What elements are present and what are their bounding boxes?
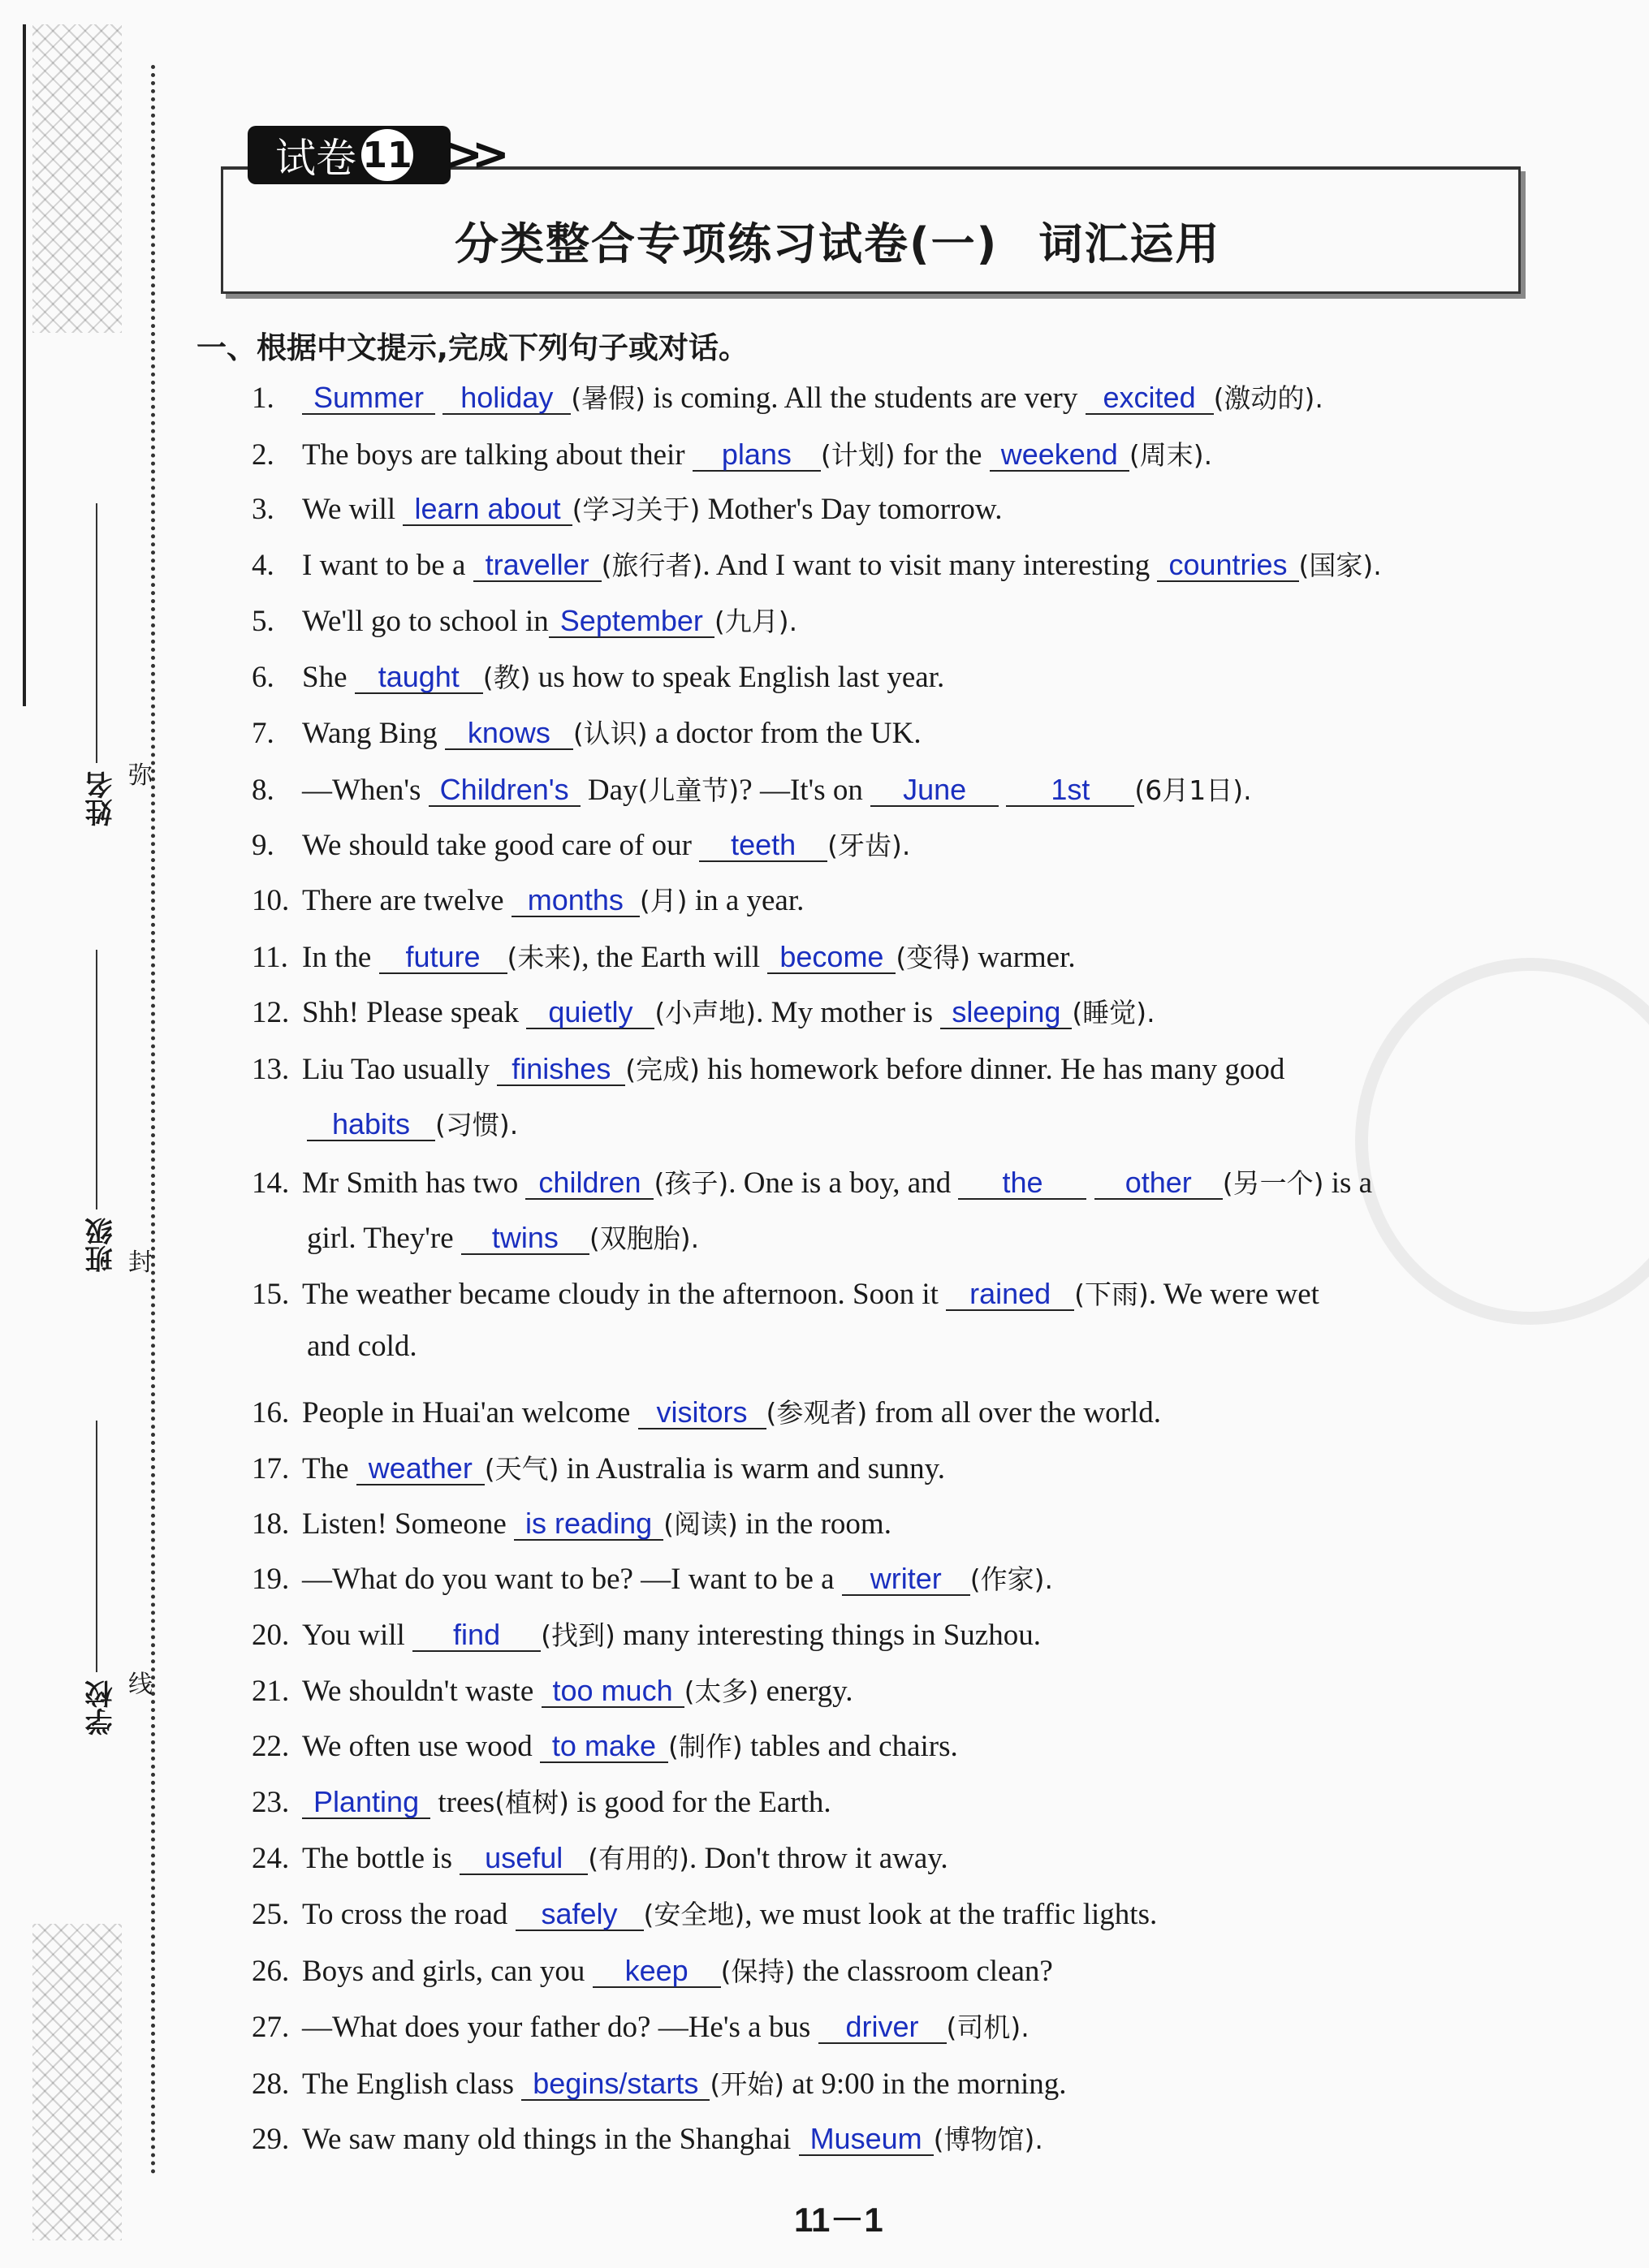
question-item [252,937,1076,975]
question-item [252,1671,853,1709]
sentence-text: energy. [758,1675,853,1708]
sentence-text: We often use wood [302,1730,540,1763]
question-number: 28. [252,2068,290,2101]
chinese-hint: (天气) [484,1453,559,1485]
sentence-text: Wang Bing [302,717,445,750]
answer-blank: the [958,1167,1086,1200]
sentence-text: is coming. All the students are very [645,382,1086,415]
school-label: 学校 [85,1680,118,1735]
question-number: 11. [252,941,288,974]
chinese-hint: (孩子) [654,1167,729,1199]
question-number: 3. [252,493,274,526]
sentence-text: She [302,661,355,694]
sentence-text: us how to speak English last year. [530,661,945,694]
chinese-hint: (变得) [896,942,971,973]
answer-blank: traveller [473,550,602,582]
question-item [252,2007,1030,2045]
chinese-hint: (参观者) [766,1397,868,1429]
chinese-hint: (未来) [507,942,582,973]
question-number: 26. [252,1955,290,1988]
question-number: 8. [252,774,274,807]
chinese-hint: (有用的) [588,1843,689,1874]
chinese-hint: (植树) [494,1787,569,1818]
left-rule [23,24,26,706]
question-number: 12. [252,996,290,1029]
sentence-text: Shh! Please speak [302,996,527,1029]
school-blank [96,1421,97,1672]
chinese-hint: (作家). [969,1563,1054,1595]
answer-blank: rained [946,1278,1074,1311]
sentence-text [435,382,442,415]
question-number: 13. [252,1053,290,1086]
answer-blank: 1st [1006,774,1134,807]
sentence-text: You will [302,1619,413,1652]
sentence-text: —What does your father do? —He's a bus [302,2011,818,2044]
answer-blank: other [1094,1167,1223,1200]
sentence-text: Mother's Day tomorrow. [700,493,1003,526]
sentence-text: , the Earth will [581,941,768,974]
sentence-text: in a year. [687,884,805,917]
sentence-text: I want to be a [302,549,473,582]
answer-blank: Planting [302,1787,430,1819]
sentence-text: many interesting things in Suzhou. [615,1619,1041,1652]
question-item [252,1274,1319,1312]
class-blank [96,950,97,1209]
answer-blank: begins/starts [521,2068,710,2101]
answer-blank: driver [818,2011,947,2044]
question-item [252,1162,1372,1201]
answer-blank: habits [307,1109,435,1141]
title-sub: 词汇运用 [1038,218,1221,269]
name-label: 姓名 [85,771,118,826]
sentence-text: trees [430,1786,495,1819]
answer-blank: keep [593,1955,721,1988]
sentence-text: There are twelve [302,884,512,917]
question-number: 4. [252,549,274,582]
sentence-text: girl. They're [307,1222,461,1255]
answer-blank: weekend [990,439,1129,472]
sentence-text: . One is a boy, and [728,1166,959,1200]
answer-blank: taught [355,662,483,694]
sentence-text: from all over the world. [867,1396,1161,1429]
sentence-text: tables and chairs. [742,1730,958,1763]
question-item [252,434,1212,472]
sentence-text: . And I want to visit many interesting [702,549,1158,582]
sentence-text: is good for the Earth. [568,1786,831,1819]
answer-blank: find [412,1619,541,1652]
answer-blank: too much [542,1675,684,1708]
binding-dotted-line [151,65,155,2175]
page-number: 11－1 [794,2201,883,2239]
sentence-text: The bottle is [302,1842,460,1875]
sentence-text: The [302,1452,356,1485]
chinese-hint: (找到) [541,1619,615,1651]
answer-blank: plans [693,439,821,472]
sentence-text: at 9:00 in the morning. [784,2068,1067,2101]
question-number: 24. [252,1842,290,1875]
chinese-hint: (制作) [667,1731,743,1762]
chinese-hint: (下雨) [1074,1278,1149,1310]
chinese-hint: (安全地) [643,1899,745,1930]
sentence-text: , we must look at the traffic lights. [745,1898,1158,1931]
chinese-hint: (司机). [946,2011,1030,2043]
answer-blank: finishes [497,1054,625,1086]
chinese-hint: (博物馆). [933,2124,1043,2155]
exam-tab [248,126,451,184]
question-item [252,770,1252,808]
answer-blank: safely [516,1899,644,1931]
title-main: 分类整合专项练习试卷(一) [455,218,999,269]
exam-number-badge: 11 [361,129,413,181]
chinese-hint: (周末). [1129,439,1213,471]
answer-blank: sleeping [940,997,1072,1029]
sentence-text: The English class [302,2068,522,2101]
sentence-text: Mr Smith has two [302,1166,526,1200]
chinese-hint: (保持) [720,1955,796,1987]
answer-blank: learn about [403,494,572,526]
margin-pattern-bottom [32,1924,122,2240]
answer-blank: excited [1086,382,1214,415]
chinese-hint: (认识) [572,718,648,749]
answer-blank: is reading [514,1508,663,1541]
answer-blank: twins [461,1222,589,1255]
question-item [252,1503,891,1541]
answer-blank: Summer [302,382,435,415]
question-number: 15. [252,1278,290,1311]
question-item [252,1894,1157,1932]
question-number: 23. [252,1786,290,1819]
chinese-hint: (小声地) [654,997,757,1028]
watermark-stamp [1355,958,1649,1325]
sentence-text: Day [580,774,638,807]
question-number: 21. [252,1675,290,1708]
question-item [252,1782,831,1820]
answer-blank: June [870,774,999,807]
answer-blank: writer [842,1563,970,1596]
chinese-hint: (国家). [1298,550,1382,581]
answer-blank: quietly [526,997,654,1029]
question-number: 1. [252,382,274,415]
question-number: 18. [252,1507,290,1541]
question-number: 17. [252,1452,290,1485]
answer-blank: knows [445,718,573,750]
sentence-text: People in Huai'an welcome [302,1396,638,1429]
question-number: 29. [252,2123,290,2156]
question-item [252,2063,1066,2102]
sentence-text: . My mother is [756,996,941,1029]
answer-blank: countries [1157,550,1298,582]
question-item [252,657,944,695]
sentence-text: We'll go to school in [302,605,549,638]
chinese-hint: (儿童节) [637,774,740,806]
question-number: 7. [252,717,274,750]
question-item [252,1448,945,1486]
question-continuation [307,1104,518,1142]
sentence-text: ? —It's on [739,774,871,807]
answer-blank: children [525,1167,654,1200]
answer-blank: teeth [699,830,827,862]
question-item [252,545,1382,583]
name-blank [96,503,97,763]
answer-blank: become [767,942,896,974]
sentence-text: in Australia is warm and sunny. [559,1452,945,1485]
chinese-hint: (完成) [625,1054,701,1085]
sentence-text: —When's [302,774,429,807]
question-number: 2. [252,438,274,472]
sentence-text: warmer. [970,941,1076,974]
chinese-hint: (太多) [684,1675,759,1707]
answer-blank: weather [356,1453,485,1485]
page-title [455,209,1220,272]
chinese-hint: (教) [482,662,531,693]
chinese-hint: (牙齿). [827,830,911,861]
sentence-text: and cold. [307,1330,417,1363]
question-item [252,601,797,639]
question-item [252,2119,1043,2157]
question-item [252,489,1003,527]
answer-blank: months [512,885,640,917]
question-continuation [307,1218,699,1256]
question-number: 20. [252,1619,290,1652]
chinese-hint: (计划) [820,439,896,471]
chinese-hint: (学习关于) [572,494,701,525]
chinese-hint: (习惯). [435,1109,519,1140]
cut-mark-feng: 封 [128,1248,153,1277]
chinese-hint: (九月). [714,606,798,637]
question-item [252,713,922,751]
question-number: 6. [252,661,274,694]
answer-blank: useful [460,1843,588,1875]
cut-mark-xian: 线 [128,1671,153,1699]
sentence-text: —What do you want to be? —I want to be a [302,1563,842,1596]
answer-blank: holiday [442,382,571,415]
sentence-text: Liu Tao usually [302,1053,498,1086]
sentence-text: Boys and girls, can you [302,1955,593,1988]
chinese-hint: (另一个) [1222,1167,1324,1199]
sentence-text: The weather became cloudy in the afternoon. Soon it [302,1278,947,1311]
question-item [252,825,910,863]
sentence-text: his homework before dinner. He has many good [700,1053,1285,1086]
chinese-hint: (双胞胎). [589,1222,700,1254]
question-number: 14. [252,1166,290,1200]
question-number: 19. [252,1563,290,1596]
section-title: 一、根据中文提示,完成下列句子或对话。 [196,330,749,365]
sentence-text [999,774,1006,807]
answer-blank: Children's [429,774,581,807]
margin-pattern-top [32,24,122,333]
sentence-text: a doctor from the UK. [647,717,922,750]
chinese-hint: (旅行者) [601,550,703,581]
sentence-text: We should take good care of our [302,829,700,862]
question-number: 9. [252,829,274,862]
exam-tab-label: 试卷 [275,135,356,182]
answer-blank: Museum [799,2124,934,2156]
sentence-text: We will [302,493,404,526]
answer-blank: visitors [638,1397,766,1429]
sentence-text: in the room. [737,1507,891,1541]
class-label: 班级 [85,1218,118,1273]
sentence-text: . Don't throw it away. [689,1842,948,1875]
question-item [252,1838,948,1876]
chinese-hint: (6月1日). [1134,774,1252,806]
sentence-text: for the [895,438,990,472]
chinese-hint: (睡觉). [1072,997,1155,1028]
question-number: 25. [252,1898,290,1931]
sentence-text: . We were wet [1148,1278,1319,1311]
sentence-text [1086,1166,1094,1200]
sentence-text: The boys are talking about their [302,438,693,472]
chevron-right-icon: >> [445,128,499,181]
question-item [252,377,1323,416]
question-number: 5. [252,605,274,638]
sentence-text: Listen! Someone [302,1507,515,1541]
chinese-hint: (开始) [710,2068,785,2100]
question-item [252,1951,1053,1989]
question-item [252,1049,1284,1087]
question-item [252,1392,1161,1430]
sentence-text: is a [1323,1166,1373,1200]
question-item [252,992,1155,1030]
answer-blank: September [549,606,714,638]
question-number: 27. [252,2011,290,2044]
question-item [252,1615,1041,1653]
sentence-text: the classroom clean? [795,1955,1053,1988]
sentence-text: In the [302,941,379,974]
cut-mark-mi: 弥 [128,761,153,790]
question-item [252,1559,1053,1597]
answer-blank: future [379,942,507,974]
chinese-hint: (月) [639,885,688,916]
question-item [252,1726,958,1764]
question-item [252,880,804,918]
chinese-hint: (暑假) [571,382,646,414]
question-number: 10. [252,884,290,917]
chinese-hint: (阅读) [663,1508,738,1540]
question-continuation [307,1329,417,1364]
answer-blank: to make [540,1731,668,1763]
question-number: 16. [252,1396,290,1429]
sentence-text: We shouldn't waste [302,1675,542,1708]
sentence-text: To cross the road [302,1898,516,1931]
chinese-hint: (激动的). [1213,382,1323,414]
sentence-text: We saw many old things in the Shanghai [302,2123,799,2156]
question-number: 22. [252,1730,290,1763]
